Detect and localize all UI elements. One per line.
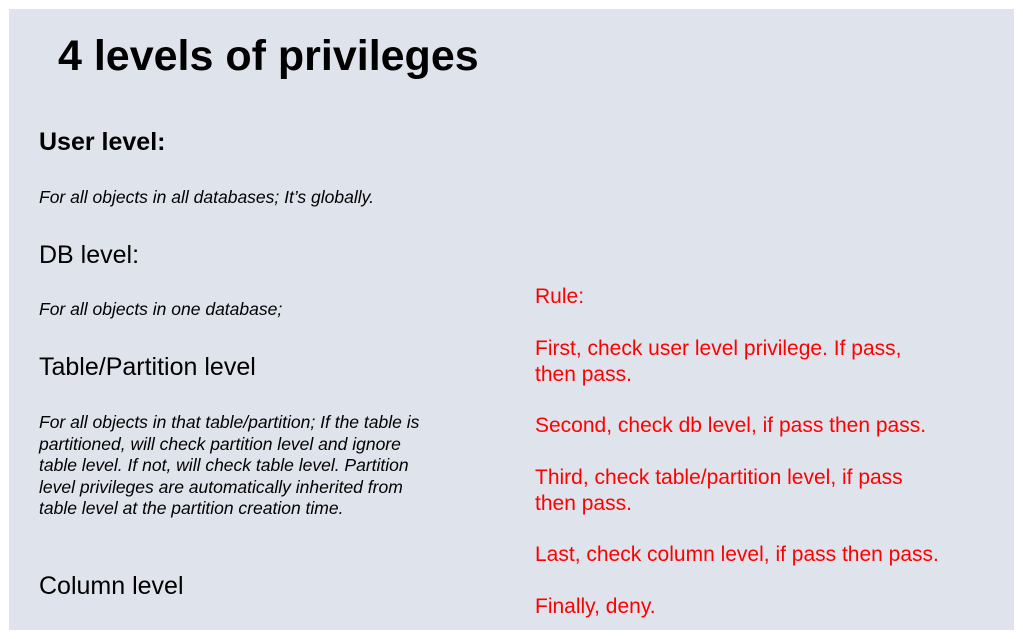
slide — [9, 9, 1014, 630]
rule-line: First, check user level privilege. If pass, — [535, 337, 902, 360]
user-level-description: For all objects in all databases; It’s globally. — [39, 187, 374, 207]
db-level-heading: DB level: — [39, 241, 140, 269]
description-line: table level. If not, will check table level. Partition — [39, 455, 409, 475]
rule-line: then pass. — [535, 492, 632, 515]
rule-step-third — [535, 465, 903, 517]
rule-step-second — [535, 413, 926, 439]
description-line: partitioned, will check partition level and ignore — [39, 433, 401, 454]
table-partition-level-heading: Table/Partition level — [39, 353, 256, 381]
rule-line: then pass. — [535, 363, 632, 386]
rule-line: Second, check db level, if pass then pass. — [535, 414, 927, 437]
rule-step-finally — [535, 594, 656, 620]
db-level-description: For all objects in one database; — [39, 299, 283, 319]
rule-line: Third, check table/partition level, if pass — [535, 466, 903, 489]
description-line: level privileges are automatically inherited from — [39, 476, 403, 497]
description-line: table level at the partition creation time. — [39, 498, 344, 518]
description-line: For all objects in that table/partition; If the table is — [39, 412, 420, 432]
table-partition-level-description — [39, 412, 419, 520]
rule-step-first — [535, 336, 901, 388]
rule-heading: Rule: — [535, 285, 585, 308]
user-level-heading: User level: — [39, 128, 166, 156]
column-level-heading: Column level — [39, 572, 184, 600]
rule-line: Finally, deny. — [535, 595, 656, 618]
slide-title: 4 levels of privileges — [58, 32, 479, 80]
rule-step-last — [535, 542, 939, 568]
rule-line: Last, check column level, if pass then pass. — [535, 543, 939, 566]
